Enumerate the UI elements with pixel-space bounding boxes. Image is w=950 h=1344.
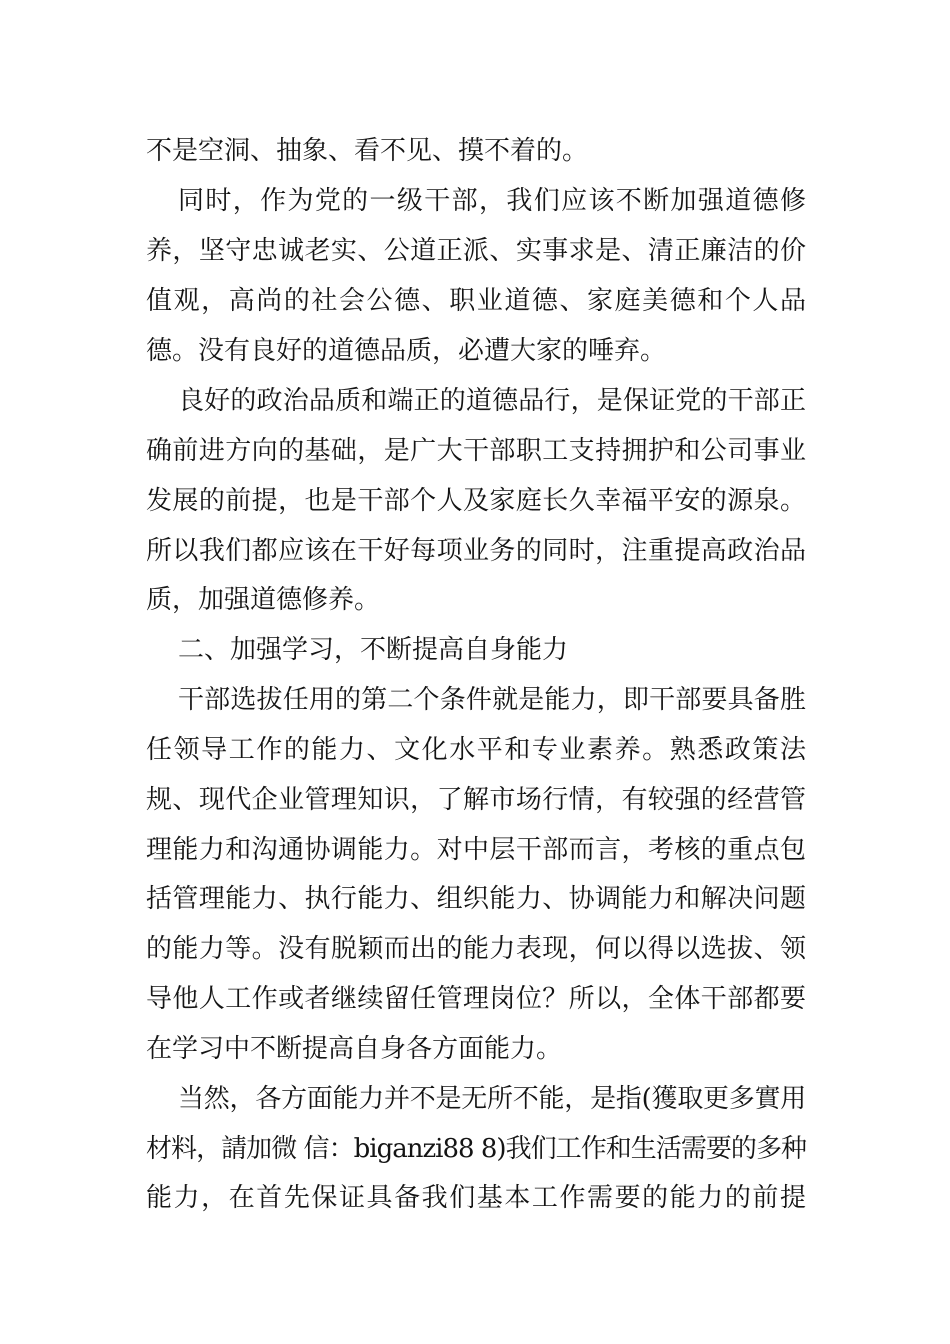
text-line: 养，坚守忠诚老实、公道正派、实事求是、清正廉洁的价 (146, 236, 806, 266)
text-line: 发展的前提，也是干部个人及家庭长久幸福平安的源泉。 (146, 486, 806, 516)
text-line: 干部选拔任用的第二个条件就是能力，即干部要具备胜 (178, 685, 806, 715)
text-line: 不是空洞、抽象、看不见、摸不着的。 (146, 136, 589, 166)
text-line: 当然，各方面能力并不是无所不能，是指(獲取更多實用 (178, 1084, 806, 1114)
text-line: 材料，請加微 信：biganzi88 8)我们工作和生活需要的多种 (146, 1134, 806, 1164)
text-line: 确前进方向的基础，是广大干部职工支持拥护和公司事业 (146, 436, 806, 466)
text-line: 的能力等。没有脱颖而出的能力表现，何以得以选拔、领 (146, 934, 806, 964)
text-line: 值观，高尚的社会公德、职业道德、家庭美德和个人品 (146, 286, 806, 316)
text-line: 所以我们都应该在干好每项业务的同时，注重提高政治品 (146, 536, 806, 566)
text-line: 能力，在首先保证具备我们基本工作需要的能力的前提 (146, 1183, 806, 1213)
text-line: 导他人工作或者继续留任管理岗位？所以，全体干部都要 (146, 984, 806, 1014)
text-line: 理能力和沟通协调能力。对中层干部而言，考核的重点包 (146, 835, 806, 865)
text-line: 质，加强道德修养。 (146, 585, 381, 615)
text-line: 括管理能力、执行能力、组织能力、协调能力和解决问题 (146, 884, 806, 914)
text-line: 同时，作为党的一级干部，我们应该不断加强道德修 (178, 186, 806, 216)
section-heading: 二、加强学习，不断提高自身能力 (178, 635, 569, 665)
text-line: 规、现代企业管理知识，了解市场行情，有较强的经营管 (146, 785, 806, 815)
text-line: 在学习中不断提高自身各方面能力。 (146, 1034, 563, 1064)
text-line: 德。没有良好的道德品质，必遭大家的唾弃。 (146, 336, 667, 366)
text-line: 良好的政治品质和端正的道德品行，是保证党的干部正 (178, 386, 806, 416)
text-line: 任领导工作的能力、文化水平和专业素养。熟悉政策法 (146, 735, 806, 765)
